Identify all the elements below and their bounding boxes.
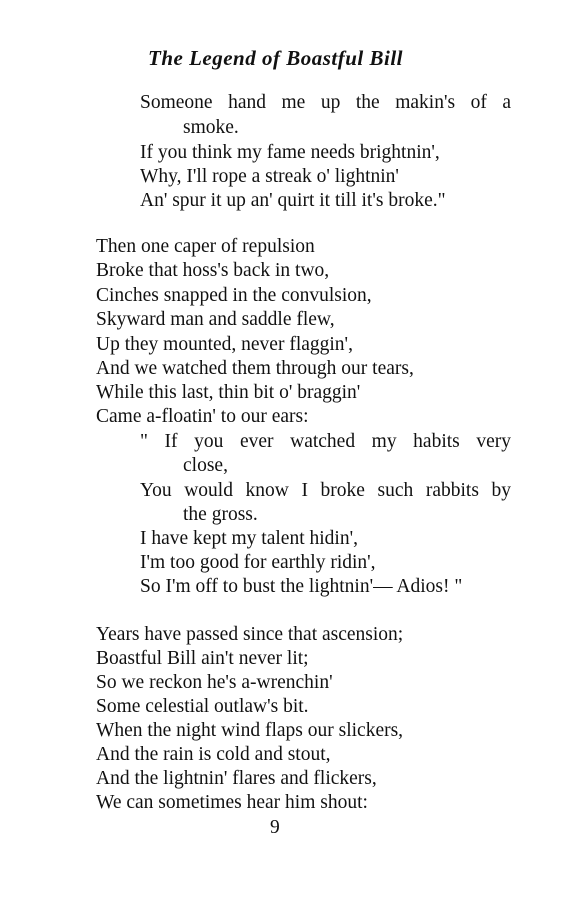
- poem-line: close,: [183, 455, 228, 476]
- poem-line: We can sometimes hear him shout:: [96, 792, 368, 813]
- poem-line: So I'm off to bust the lightnin'— Adios! ": [140, 576, 463, 597]
- poem-line: If you think my fame needs brightnin',: [140, 142, 440, 163]
- poem-line: And we watched them through our tears,: [96, 358, 414, 379]
- poem-line: And the rain is cold and stout,: [96, 744, 331, 765]
- poem-line: You would know I broke such rabbits by: [140, 480, 511, 501]
- poem-line: Skyward man and saddle flew,: [96, 309, 335, 330]
- poem-line: Years have passed since that ascension;: [96, 624, 404, 645]
- poem-line: When the night wind flaps our slickers,: [96, 720, 404, 741]
- poem-line: Came a-floatin' to our ears:: [96, 406, 309, 427]
- poem-line: Why, I'll rope a streak o' lightnin': [140, 166, 399, 187]
- poem-line: Up they mounted, never flaggin',: [96, 334, 353, 355]
- poem-line: An' spur it up an' quirt it till it's broke.": [140, 190, 446, 211]
- poem-line: While this last, thin bit o' braggin': [96, 382, 361, 403]
- poem-line: So we reckon he's a-wrenchin': [96, 672, 333, 693]
- poem-line: Cinches snapped in the convulsion,: [96, 285, 372, 306]
- poem-line: Broke that hoss's back in two,: [96, 260, 330, 281]
- poem-line: And the lightnin' flares and flickers,: [96, 768, 377, 789]
- poem-line: Then one caper of repulsion: [96, 236, 315, 257]
- poem-line: Someone hand me up the makin's of a: [140, 92, 511, 113]
- running-title: The Legend of Boastful Bill: [148, 46, 403, 70]
- poem-line: Some celestial outlaw's bit.: [96, 696, 309, 717]
- page-number: 9: [270, 817, 280, 838]
- poem-line: smoke.: [183, 117, 239, 138]
- poem-line: I'm too good for earthly ridin',: [140, 552, 376, 573]
- poem-line: Boastful Bill ain't never lit;: [96, 648, 309, 669]
- poem-line: " If you ever watched my habits very: [140, 431, 511, 452]
- poem-line: I have kept my talent hidin',: [140, 528, 358, 549]
- poem-line: the gross.: [183, 504, 258, 525]
